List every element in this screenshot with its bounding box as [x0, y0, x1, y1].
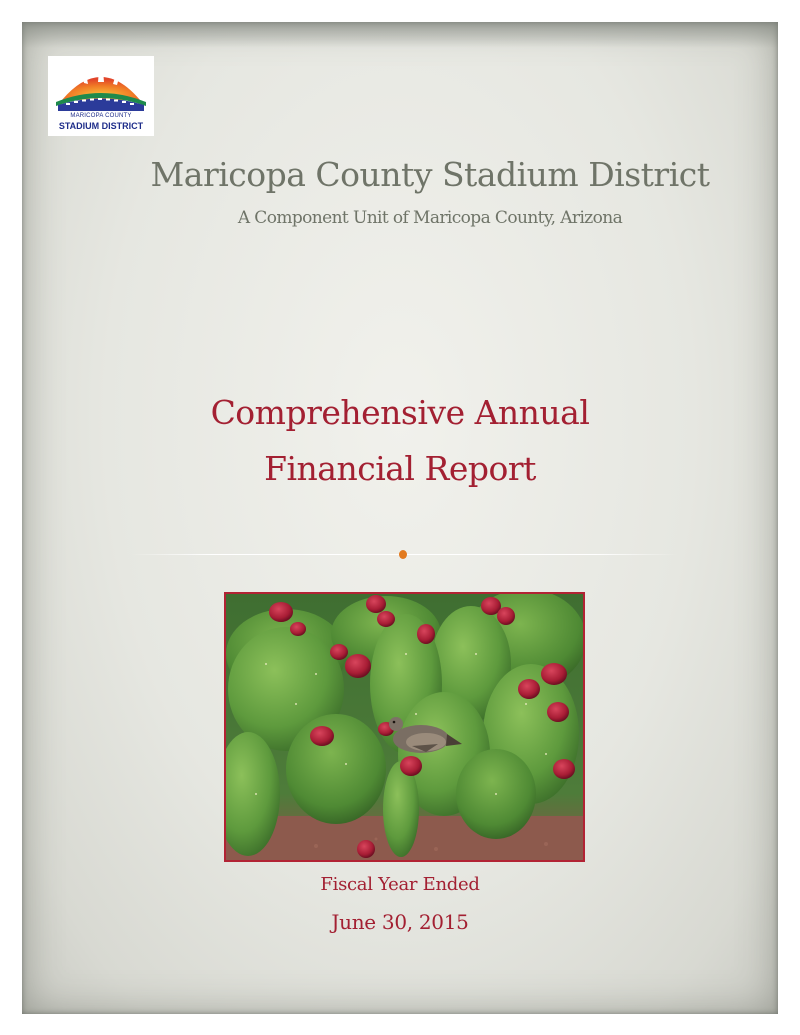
organization-name: Maricopa County Stadium District [150, 155, 710, 194]
cactus-photo [224, 592, 585, 862]
logo-text-county: MARICOPA COUNTY [70, 113, 132, 119]
report-title-line-2: Financial Report [264, 449, 536, 488]
report-title-line-1: Comprehensive Annual [210, 393, 590, 432]
fiscal-year-label: Fiscal Year Ended [320, 874, 480, 895]
prickly-pear-cactus-icon [226, 594, 583, 860]
divider-dot-icon [399, 550, 407, 559]
report-title [0, 385, 800, 497]
stadium-district-logo [48, 56, 154, 136]
fiscal-year-date: June 30, 2015 [331, 910, 469, 934]
logo-text-district: STADIUM DISTRICT [58, 121, 144, 131]
organization-subtitle: A Component Unit of Maricopa County, Arizona [237, 208, 623, 228]
